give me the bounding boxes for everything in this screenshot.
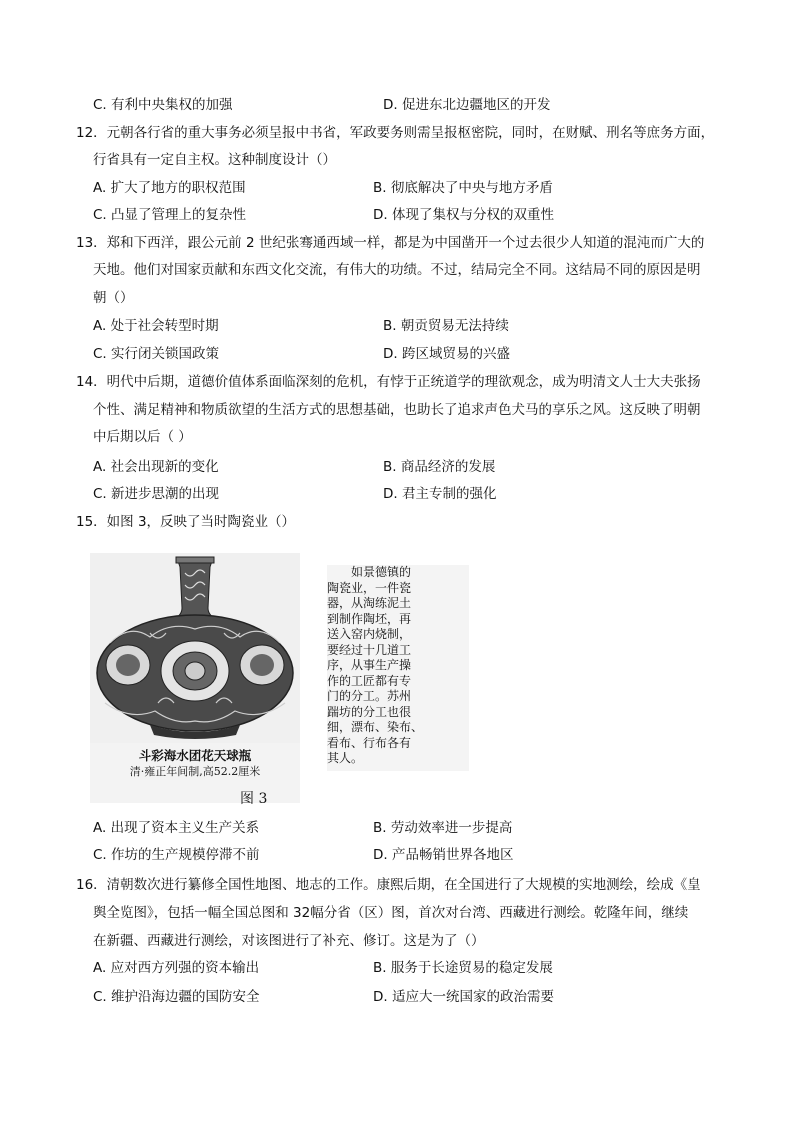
side-text-line: 器，从淘练泥土 <box>327 596 412 610</box>
side-text-line: 到制作陶坯，再 <box>327 611 412 626</box>
side-text-line: 作的工匠都有专 <box>327 673 412 688</box>
q11-option-d: D. 促进东北边疆地区的开发 <box>383 97 551 113</box>
q16-option-d: D. 适应大一统国家的政治需要 <box>373 989 554 1005</box>
q15-option-d: D. 产品畅销世界各地区 <box>373 847 514 863</box>
side-text-line: 其人。 <box>327 751 364 765</box>
figure-3 <box>90 553 450 813</box>
vase-photo <box>90 553 300 803</box>
q16-option-a: A. 应对西方列强的资本输出 <box>93 960 260 976</box>
q12-stem-line2: 行省具有一定自主权。这种制度设计（） <box>93 152 336 168</box>
q15-option-b: B. 劳动效率进一步提高 <box>373 820 513 836</box>
side-text-line: 看布、行布各有 <box>327 735 412 750</box>
q14-option-d: D. 君主专制的强化 <box>383 486 497 502</box>
q15-stem-line1: 15．如图 3，反映了当时陶瓷业（） <box>76 514 296 530</box>
q13-stem-line3: 朝（） <box>93 290 134 306</box>
side-text-line: 如景德镇的 <box>351 565 412 579</box>
q13-option-d: D. 跨区域贸易的兴盛 <box>383 346 510 362</box>
q16-stem-line2: 舆全览图》，包括一幅全国总图和 32幅分省（区）图，首次对台湾、西藏进行测绘。乾隆年间，继续 <box>93 905 689 921</box>
q14-stem-line3: 中后期以后（ ） <box>93 429 192 445</box>
q16-stem-line3: 在新疆、西藏进行测绘，对该图进行了补充、修订。这是为了（） <box>93 933 485 949</box>
side-text-line: 序，从事生产操 <box>327 658 412 672</box>
q14-stem-line1: 14．明代中后期，道德价值体系面临深刻的危机，有悖于正统道学的理欲观念，成为明清文人士大夫张扬 <box>76 374 701 390</box>
q15-option-a: A. 出现了资本主义生产关系 <box>93 820 260 836</box>
q12-option-d: D. 体现了集权与分权的双重性 <box>373 207 554 223</box>
q16-stem-line1: 16．清朝数次进行纂修全国性地图、地志的工作。康熙后期，在全国进行了大规模的实地测绘，绘成《皇 <box>76 877 701 893</box>
side-text-line: 送入窑内烧制， <box>327 627 412 641</box>
side-text-line: 细，漂布、染布、 <box>327 720 424 734</box>
q13-stem-line1: 13．郑和下西洋，跟公元前 2 世纪张骞通西域一样，都是为中国凿开一个过去很少人知道的混沌而广大的 <box>76 235 705 251</box>
q12-option-b: B. 彻底解决了中央与地方矛盾 <box>373 180 553 196</box>
q16-option-c: C. 维护沿海边疆的国防安全 <box>93 989 260 1005</box>
q13-option-c: C. 实行闭关锁国政策 <box>93 346 220 362</box>
side-text-line: 要经过十几道工 <box>327 642 412 657</box>
vase-illustration <box>90 553 300 743</box>
q16-option-b: B. 服务于长途贸易的稳定发展 <box>373 960 553 976</box>
q13-option-a: A. 处于社会转型时期 <box>93 318 219 334</box>
q14-option-c: C. 新进步思潮的出现 <box>93 486 220 502</box>
q15-option-c: C. 作坊的生产规模停滞不前 <box>93 847 260 863</box>
q11-option-c: C. 有利中央集权的加强 <box>93 97 233 113</box>
side-text-line: 踹坊的分工也很 <box>327 704 412 719</box>
side-text-line: 门的分工。苏州 <box>327 689 412 703</box>
side-text-line: 陶瓷业，一件瓷 <box>327 580 412 595</box>
q12-stem-line1: 12．元朝各行省的重大事务必须呈报中书省，军政要务则需呈报枢密院，同时，在财赋、刑名等庶务方面， <box>76 125 715 141</box>
q13-stem-line2: 天地。他们对国家贡献和东西文化交流，有伟大的功绩。不过，结局完全不同。这结局不同的原因是明 <box>93 262 701 278</box>
figure-side-text <box>327 565 469 771</box>
figure-label: 图 3 <box>240 791 268 807</box>
vase-caption-title: 斗彩海水团花天球瓶 <box>138 748 252 763</box>
vase-caption-detail: 清·雍正年间制,高52.2厘米 <box>129 765 261 778</box>
q13-option-b: B. 朝贡贸易无法持续 <box>383 318 509 334</box>
q12-option-c: C. 凸显了管理上的复杂性 <box>93 207 247 223</box>
q14-option-b: B. 商品经济的发展 <box>383 459 496 475</box>
q14-option-a: A. 社会出现新的变化 <box>93 459 219 475</box>
q12-option-a: A. 扩大了地方的职权范围 <box>93 180 246 196</box>
q14-stem-line2: 个性、满足精神和物质欲望的生活方式的思想基础，也助长了追求声色犬马的享乐之风。这反映了明朝 <box>93 402 701 418</box>
